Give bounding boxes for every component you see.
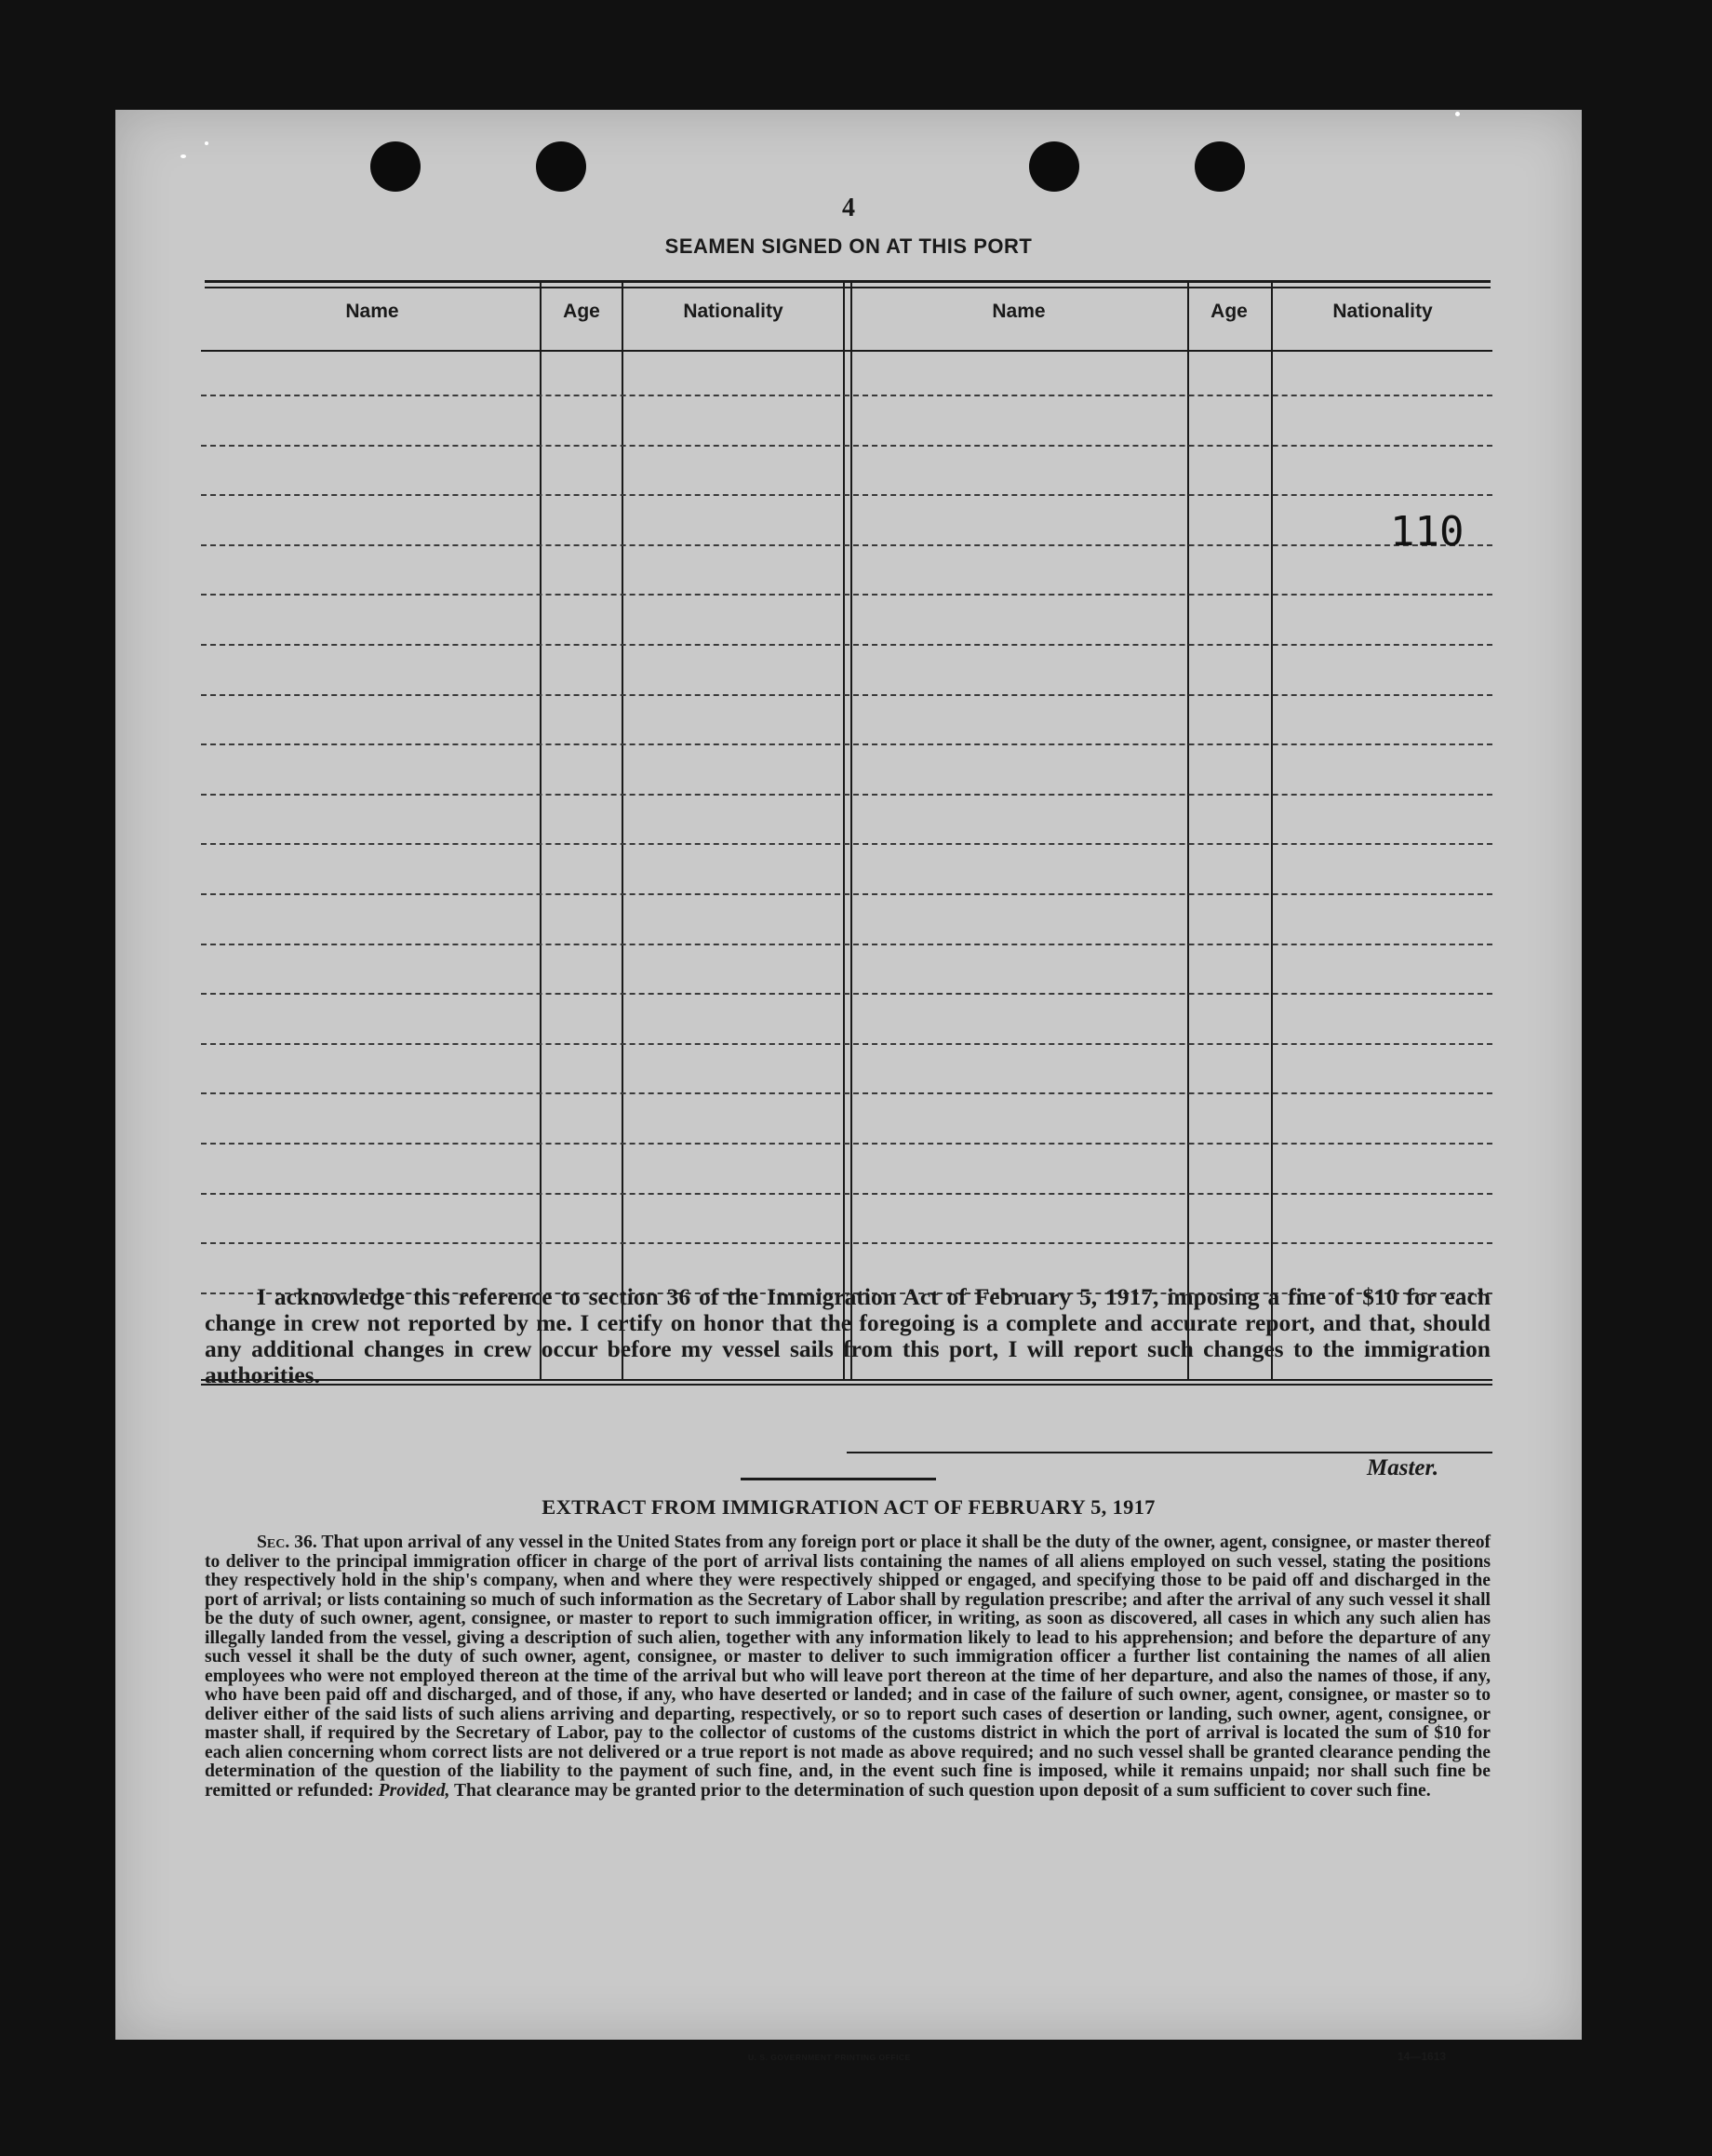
header-age-right: Age bbox=[1210, 301, 1248, 322]
extract-title: EXTRACT FROM IMMIGRATION ACT OF FEBRUARY 5, 1917 bbox=[542, 1495, 1156, 1519]
page-number: 4 bbox=[842, 194, 855, 222]
extract-text-part-1: That upon arrival of any vessel in the United States from any foreign port or place it shall be the duty of the owner, agent, consignee, or master thereof to deliver to the principal immigration officer in charge of the port of arrival lists containing the names of all aliens employed on such vessel, stating the positions they respectively hold in the ship's company, when and where they were respectively shipped or engaged, and specifying those to be paid off and discharged in the port of arrival; or lists containing so much of such information as the Secretary of Labor shall by regulation prescribe; and after the arrival of any such vessel it shall be the duty of such owner, agent, consignee, or master to report to such immigration officer, in writing, as soon as discovered, all cases in which any such alien has illegally landed from the vessel, giving a description of such alien, together with any information likely to lead to his apprehension; and before the departure of any such vessel it shall be the duty of such owner, agent, consignee, or master to deliver to such immigration officer a further list containing the names of all alien employees who were not employed thereon at the time of the arrival but who will leave port thereon at the time of her departure, and also the names of those, if any, who have been paid off and discharged, and of those, if any, who have deserted or landed; and in case of the failure of such owner, agent, consignee, or master so to deliver either of the said lists of such aliens arriving and departing, respectively, or so to report such cases of desertion or landing, such owner, agent, consignee, or master shall, if required by the Secretary of Labor, pay to the collector of customs of the customs district in which the port of arrival is located the sum of $10 for each alien concerning whom correct lists are not delivered or a true report is not made as above required; and no such vessel shall be granted clearance pending the determination of the question of the liability to the payment of such fine, and, in the event such fine is imposed, while it remains unpaid; nor shall such fine be remitted or refunded: bbox=[205, 1533, 1491, 1801]
table-row-line bbox=[201, 1043, 1492, 1045]
section-label: Sec. 36. bbox=[257, 1533, 317, 1552]
header-name-right: Name bbox=[992, 301, 1046, 322]
header-age-left: Age bbox=[563, 301, 600, 322]
extract-body bbox=[205, 1533, 1491, 1801]
form-number: 14—1613 bbox=[1398, 2050, 1447, 2063]
column-divider bbox=[1187, 283, 1189, 1381]
proviso-word: Provided, bbox=[378, 1780, 450, 1801]
table-row-line bbox=[201, 1143, 1492, 1145]
form-title: SEAMEN SIGNED ON AT THIS PORT bbox=[664, 234, 1033, 258]
table-row-line bbox=[201, 694, 1492, 696]
certification-text: I acknowledge this reference to section 36 of the Immigration Act of February 5, 1917, imposing a fine of $10 for each change in crew not reported by me. I certify on honor that the foregoing is a complete and accurate report, and that, should any additional changes in crew occur before my vessel sails from this port, I will report such changes to the immigration authorities. bbox=[205, 1283, 1491, 1388]
paper-speck bbox=[1455, 112, 1460, 116]
paper-speck bbox=[205, 141, 208, 145]
column-divider bbox=[1271, 283, 1273, 1381]
signature-line bbox=[847, 1452, 1492, 1453]
punch-hole bbox=[536, 141, 586, 192]
table-row-line bbox=[201, 594, 1492, 596]
table-row-line bbox=[201, 843, 1492, 845]
header-nationality-right: Nationality bbox=[1332, 301, 1433, 322]
column-divider bbox=[622, 283, 623, 1381]
column-divider bbox=[540, 283, 542, 1381]
table-row-line bbox=[201, 893, 1492, 895]
table-row-line bbox=[201, 794, 1492, 796]
table-row-line bbox=[201, 395, 1492, 396]
table-row-line bbox=[201, 544, 1492, 546]
column-divider-center bbox=[843, 283, 852, 1381]
table-row-line bbox=[201, 743, 1492, 745]
header-name-left: Name bbox=[345, 301, 399, 322]
table-row-line bbox=[201, 1092, 1492, 1094]
extract-text-part-2: That clearance may be granted prior to the determination of such question upon deposit of a sum sufficient to cover such fine. bbox=[453, 1780, 1431, 1801]
table-row-line bbox=[201, 445, 1492, 447]
table-row-line bbox=[201, 993, 1492, 995]
signature-label: Master. bbox=[1367, 1455, 1439, 1480]
section-divider bbox=[741, 1478, 936, 1480]
table-row-line bbox=[201, 494, 1492, 496]
header-nationality-left: Nationality bbox=[683, 301, 783, 322]
punch-hole bbox=[1029, 141, 1079, 192]
punch-hole bbox=[370, 141, 421, 192]
table-row-line bbox=[201, 944, 1492, 945]
printer-imprint: U. S. GOVERNMENT PRINTING OFFICE bbox=[748, 2053, 911, 2062]
table-row-line bbox=[201, 1193, 1492, 1195]
form-page bbox=[115, 110, 1582, 2063]
paper-speck bbox=[181, 154, 186, 158]
stamp-number: 110 bbox=[1390, 508, 1465, 556]
table-row-line bbox=[201, 644, 1492, 646]
punch-hole bbox=[1195, 141, 1245, 192]
table-row-line bbox=[201, 1242, 1492, 1244]
